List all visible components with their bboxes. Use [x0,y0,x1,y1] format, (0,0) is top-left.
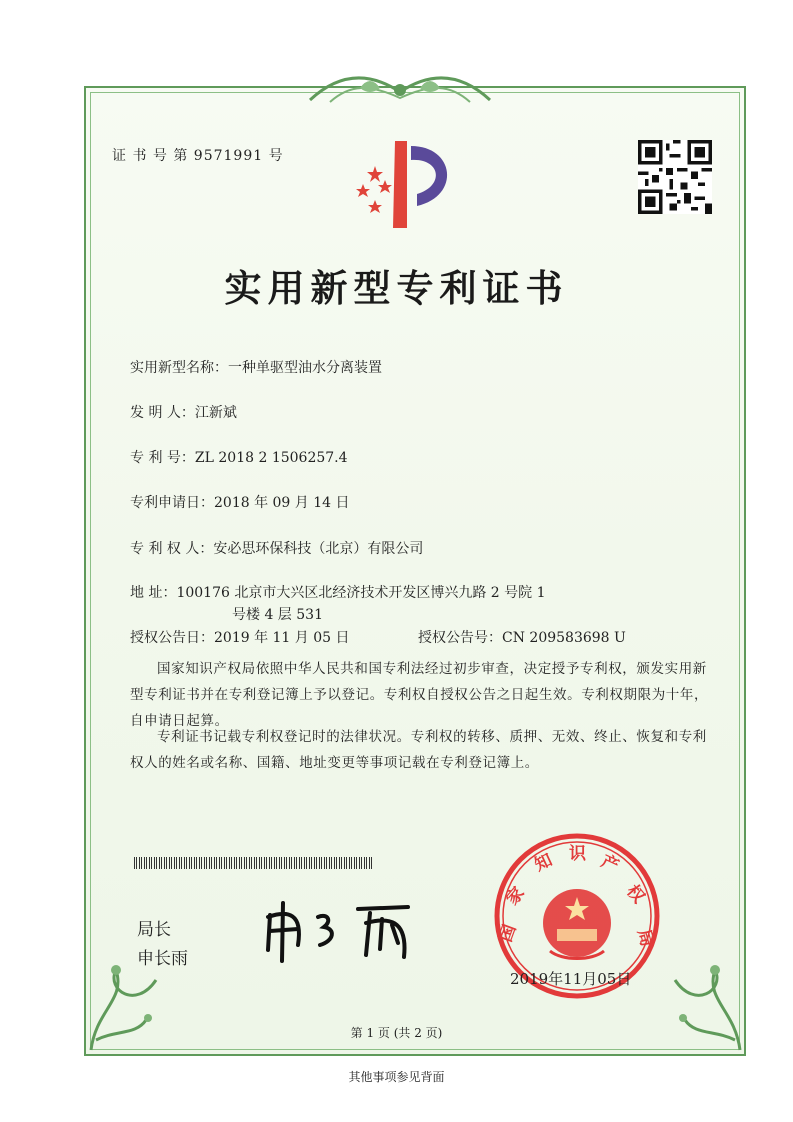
paragraph-legal-status: 专利证书记载专利权登记时的法律状况。专利权的转移、质押、无效、终止、恢复和专利权人的姓名或名称、国籍、地址变更等事项记载在专利登记簿上。 [130,729,707,771]
certificate-title: 实用新型专利证书 [224,266,569,310]
field-value: 100176 北京市大兴区北经济技术开发区博兴九路 2 号院 1 [176,585,546,601]
field-value: CN 209583698 U [502,630,626,646]
field-label: 专 利 权 人： [130,541,214,557]
field-label: 专 利 号： [130,450,195,466]
field-value: 安必思环保科技（北京）有限公司 [213,541,424,557]
field-patentee [130,538,423,558]
field-value: 2018 年 09 月 14 日 [214,495,350,511]
director-title: 局长 [137,920,171,940]
svg-text:知: 知 [531,850,556,876]
svg-text:局: 局 [633,927,657,949]
field-address-line2: 号楼 4 层 531 [232,607,323,623]
field-label: 专利申请日： [130,495,214,511]
qr-code-icon [638,140,712,214]
director-signature [258,895,428,965]
page-number: 第 1 页 (共 2 页) [350,1026,443,1040]
barcode [134,857,372,869]
cnipa-logo-icon [355,136,465,232]
svg-text:产: 产 [597,851,622,877]
certificate-number: 证 书 号 第 9571991 号 [112,148,284,164]
field-inventor [130,402,237,422]
director-name: 申长雨 [137,949,188,969]
footer-note: 其他事项参见背面 [348,1070,445,1084]
field-label: 授权公告号： [418,630,502,646]
field-patent-number [130,447,348,467]
svg-text:国: 国 [495,921,521,945]
field-label: 实用新型名称： [130,360,228,376]
field-address [130,582,546,602]
field-label: 发 明 人： [130,405,195,421]
field-value: 一种单驱型油水分离装置 [228,360,382,376]
svg-text:权: 权 [622,881,649,908]
top-ornament [300,62,500,112]
field-value: ZL 2018 2 1506257.4 [194,450,348,466]
field-label: 授权公告日： [130,630,214,646]
field-grant-date [130,627,350,647]
svg-text:家: 家 [502,883,529,910]
field-value: 江新斌 [194,405,237,421]
field-grant-number [418,627,626,647]
field-utility-model-name [130,357,382,377]
svg-text:识: 识 [569,844,586,864]
paragraph-grant-statement: 国家知识产权局依照中华人民共和国专利法经过初步审查，决定授予专利权，颁发实用新型专利证书并在专利登记簿上予以登记。专利权自授权公告之日起生效。专利权期限为十年，自申请日起算。 [130,661,709,729]
field-value: 2019 年 11 月 05 日 [214,630,350,646]
field-label: 地 址： [130,585,177,601]
seal-date: 2019年11月05日 [510,970,632,988]
field-filing-date [130,492,350,512]
